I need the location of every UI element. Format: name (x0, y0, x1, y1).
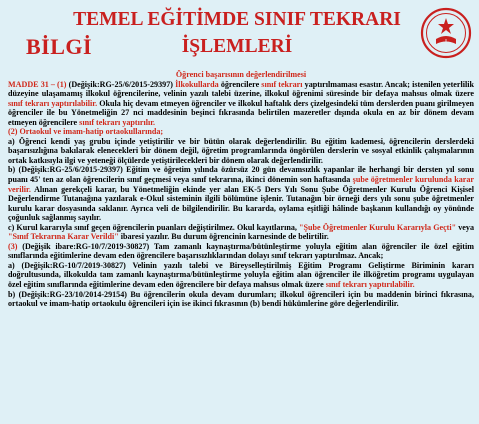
section-title: Öğrenci başarısının değerlendirilmesi (175, 70, 307, 79)
text-run: b) (8, 165, 19, 175)
text-run: sınıf tekrarı yaptırılabilir. (8, 98, 98, 108)
paragraph-3 (8, 137, 474, 166)
text-run: Okula hiç devam etmeyen öğrenciler ve ilkokul haftalık ders çizelgesindeki tüm derslerden puanı girilmeyen öğrenciler ile bu Yönetmeliğin 27 nci maddesinin beşinci fıkrasında belirtilen mazeretler dışında okula en az bir dönem devam etmeyen öğrencilere (8, 98, 474, 127)
document-body (8, 70, 474, 422)
text-run: şube öğretmenler kurulunda karar verilir. (8, 175, 474, 194)
text-run: Alınan gerekçeli karar, bu Yönetmeliğin ekinde yer alan EK-5 Ders Yılı Sonu Şube Öğretmenler Kurulu Öğrenci Kişisel Değerlendirme Tutanağına yazılarak e-Okul sisteminin ilgili bölümüne işlenir. Tutanağın bir örneği ders yılı sonu şube öğretmenler kurulu karar dosyasında saklanır. Ayrıca veli de bilgilendirilir. (8, 184, 474, 213)
text-run: veya (456, 222, 474, 232)
text-run: ibaresi yazılır. Bu durum öğrencinin karnesinde de belirtilir. (118, 232, 329, 242)
text-run: sınıf tekrarı yaptırılır. (79, 117, 156, 127)
bilgi-badge: BİLGİ (26, 34, 93, 59)
text-run: "Sınıf Tekrarına Karar Verildi" (8, 232, 119, 242)
text-run: sınıf tekrarı (261, 79, 305, 89)
header (0, 0, 479, 68)
paragraph-2 (8, 127, 474, 137)
text-run: sınıf tekrarı yaptırılabilir. (325, 280, 415, 290)
paragraph-8 (8, 290, 474, 309)
paragraph-5 (8, 223, 474, 242)
title-line-2: İŞLEMLERİ (181, 36, 293, 57)
paragraph-7 (8, 261, 474, 290)
text-run: Bu kararda, oylama eşitliği hâlinde başkanın kullandığı oy yönünde çoğunluk sağlanmış sayılır. (8, 203, 475, 223)
meb-emblem-icon (420, 4, 472, 62)
paragraph-6 (8, 242, 474, 261)
text-run: b) (Değişik:RG-23/10/2014-29154) Bu öğrencilerin okula devam durumları; ilkokul öğrencileri için bu maddenin birinci fıkrasına, ortaokul ve imam-hatip ortaokulu öğrencileri için ise ikinci fıkrasının (b) bendi hükümlerine göre değerlendirilir. (8, 289, 474, 309)
text-run: (Değişik:RG-25/6/2015-29397) Eğitim ve öğretim yılında özürsüz 20 gün devamsızlık yapanlar ile herhangi bir dersten yıl sonu puanı 45' ten az olan öğrencilerin sınıf geçmesi veya sınıf tekrarına, ikinci dönemin son haftasında (8, 165, 474, 185)
text-run: a) Öğrenci kendi yaş grubu içinde yetiştirilir ve bir bütün olarak değerlendirilir. Bu eğitim kademesi, öğrencilerin derslerdeki başarısızlığına bakılarak elenecekleri bir dönem değil, öğretim programlarında öngörülen derslerin ve sosyal etkinlik çalışmalarının ortak katkısıyla ilgi ve yeteneği ölçülerde yetiştirilecekleri bir dönem olarak değerlendirilir. (8, 136, 474, 165)
text-run: MADDE 31 – (1) (8, 79, 69, 89)
text-run: "Şube Öğretmenler Kurulu Kararıyla Geçti" (299, 222, 457, 232)
text-run: (2) Ortaokul ve imam-hatip ortaokullarında; (8, 127, 164, 137)
text-run: a) (Değişik:RG-10/7/2019-30827) Velinin yazılı talebi ve Bireyselleştirilmiş Eğitim Programı Geliştirme Biriminin kararı doğrultusunda, ilkokulda tam zamanlı kaynaştırma/bütünleştirme yoluyla eğitim alan öğrenciler ile ilköğretim programı uygulayan özel eğitim sınıflarında eğitimlerine devam eden öğrencilere bir defaya mahsus olmak üzere (8, 260, 474, 290)
text-run: (Değişik:RG-25/6/2015-29397) (68, 79, 176, 89)
text-run: öğrencilere (220, 79, 262, 89)
text-run: (Değişik ibare:RG-10/7/2019-30827) Tam zamanlı kaynaştırma/bütünleştirme yoluyla eğitim alan öğrenciler ile özel eğitim sınıflarında eğitimlerine devam eden öğrencilere başarısızlıklarından dolayı sınıf tekrarı yaptırılmaz. Ancak; (8, 241, 474, 261)
page-title (72, 6, 402, 60)
paragraph-4 (8, 165, 474, 222)
text-run: c) Kurul kararıyla sınıf geçen öğrencilerin puanları değiştirilmez. Okul kayıtlarına, (8, 222, 300, 232)
text-run: (3) (8, 241, 23, 251)
paragraph-1 (8, 80, 474, 128)
text-run: İlkokullarda (175, 79, 221, 89)
title-line-1: TEMEL EĞİTİMDE SINIF TEKRARI (73, 9, 401, 30)
text-run: yaptırılmaması esastır. Ancak; istenilen yeterlilik düzeyine ulaşamamış ilkokul öğrencilerine, velinin yazılı talebi üzerine, ilkokul öğrenimi süresinde bir defaya mahsus olmak üzere (8, 79, 474, 99)
